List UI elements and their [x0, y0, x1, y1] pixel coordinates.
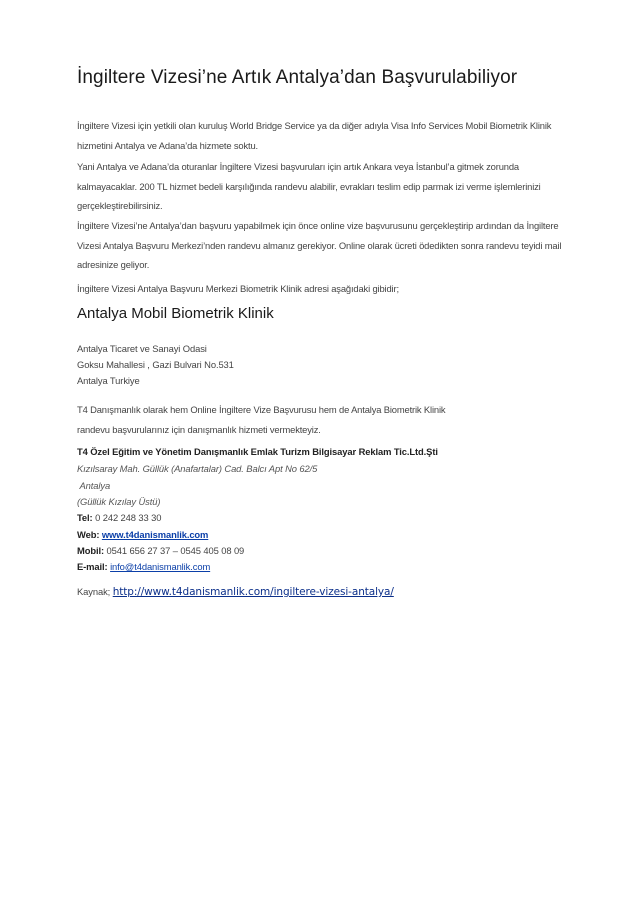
company-name: T4 Özel Eğitim ve Yönetim Danışmanlık Emlak Turizm Bilgisayar Reklam Tic.Ltd.Şti: [77, 446, 438, 457]
web-link[interactable]: www.t4danismanlik.com: [101, 529, 209, 540]
email-line: [77, 561, 210, 573]
details-paragraph: Yani Antalya ve Adana’da oturanlar İngiltere Vizesi başvuruları için artık Ankara veya İstanbul’a gitmek zorunda kalmayacaklar. 200 TL hizmet bedeli karşılığında randevu alabilir, evrakları teslim edip parmak izi verme işlemlerinizi gerçekleştirebilirsiniz.: [77, 161, 541, 211]
tel-line: [77, 512, 161, 524]
clinic-address-line: Antalya Ticaret ve Sanayi Odasi: [77, 343, 207, 354]
address-intro-paragraph: İngiltere Vizesi Antalya Başvuru Merkezi Biometrik Klinik adresi aşağıdaki gibidir;: [77, 283, 399, 294]
clinic-address-line: Goksu Mahallesi , Gazi Bulvari No.531: [77, 359, 234, 370]
clinic-address-line: Antalya Turkiye: [77, 375, 140, 386]
company-address-line: Kızılsaray Mah. Güllük (Anafartalar) Cad. Balcı Apt No 62/5: [77, 463, 318, 474]
clinic-heading: Antalya Mobil Biometrik Klinik: [77, 305, 274, 322]
source-label: Kaynak;: [77, 586, 111, 597]
page-title: İngiltere Vizesi’ne Artık Antalya’dan Başvurulabiliyor: [77, 67, 518, 88]
company-city: Antalya: [79, 480, 111, 491]
source-line: [77, 585, 394, 599]
application-paragraph: İngiltere Vizesi’ne Antalya’dan başvuru yapabilmek için önce online vize başvurusunu gerçekleştirip ardından da İngiltere Vizesi Antalya Başvuru Merkezi’nden randevu almanız gerekiyor. Online olarak ücreti ödedikten sonra randevu teyidi mail adresinize geliyor.: [77, 220, 562, 270]
email-link[interactable]: info@t4danismanlik.com: [110, 561, 211, 572]
mobil-label: Mobil:: [77, 545, 104, 556]
mobil-value: 0541 656 27 37 – 0545 405 08 09: [106, 545, 245, 556]
source-link[interactable]: http://www.t4danismanlik.com/ingiltere-vizesi-antalya/: [112, 586, 394, 598]
company-address-line: (Güllük Kızılay Üstü): [77, 496, 161, 507]
service-note-paragraph: T4 Danışmanlık olarak hem Online İngiltere Vize Başvurusu hem de Antalya Biometrik Klinik randevu başvurularınız için danışmanlık hizmeti vermekteyiz.: [77, 404, 446, 435]
company-address-line: [77, 480, 110, 492]
tel-label: Tel:: [77, 512, 93, 523]
mobil-line: [77, 545, 244, 557]
intro-paragraph: İngiltere Vizesi için yetkili olan kuruluş World Bridge Service ya da diğer adıyla Visa Info Services Mobil Biometrik Klinik hizmetini Antalya ve Adana’da hizmete soktu.: [77, 120, 552, 151]
tel-value: 0 242 248 33 30: [95, 512, 162, 523]
email-label: E-mail:: [77, 561, 108, 572]
web-label: Web:: [77, 529, 100, 540]
web-line: [77, 529, 208, 541]
